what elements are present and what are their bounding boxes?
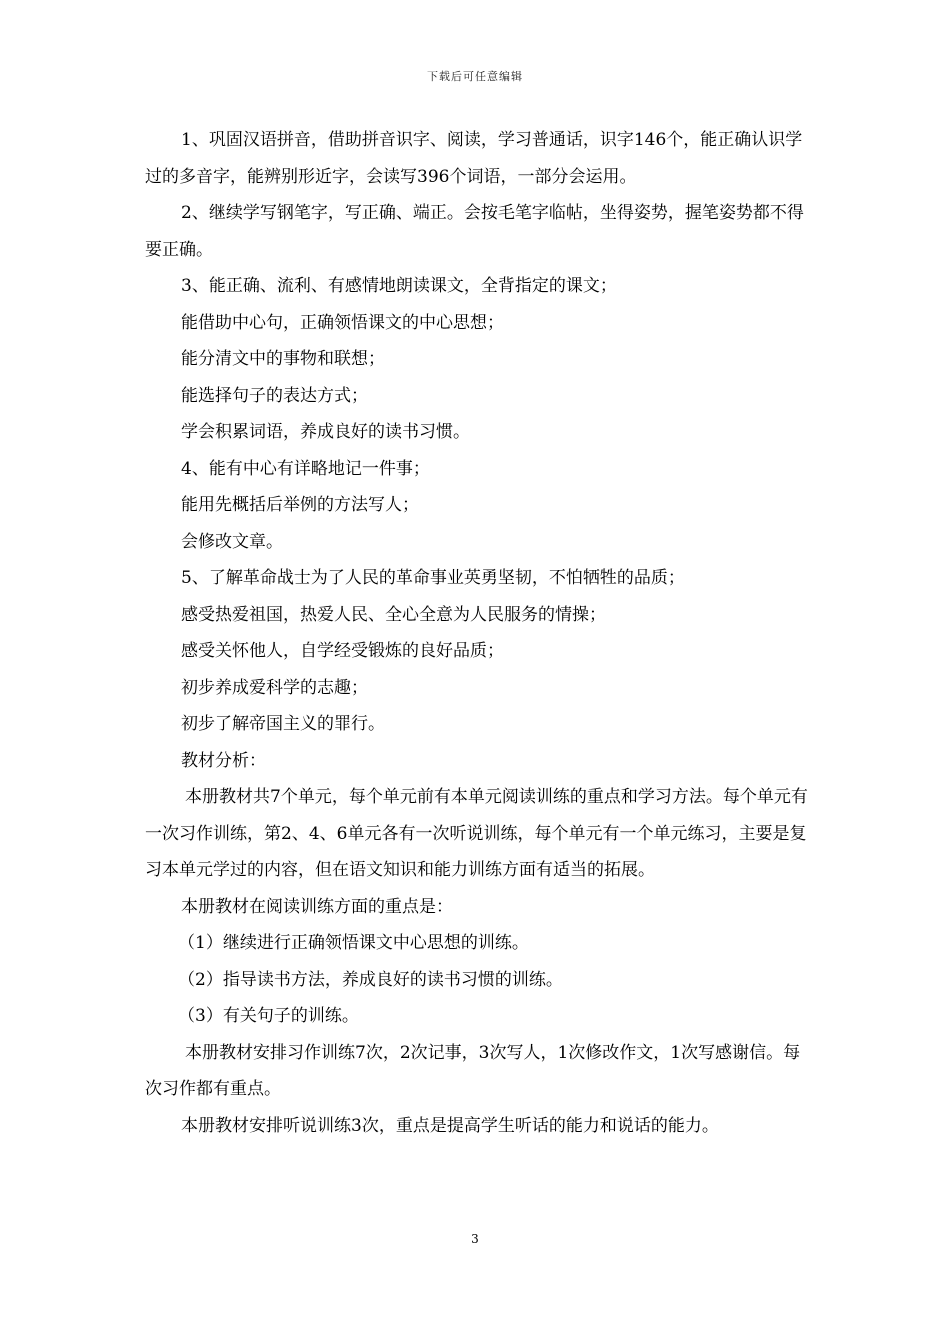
- line-goal-5c: 初步养成爱科学的志趣；: [181, 677, 368, 698]
- paragraph-writing-training: 本册教材安排习作训练7次，2次记事，3次写人，1次修改作文，1次写感谢信。每次习作都有重点。: [145, 1042, 801, 1099]
- line-goal-5: 5、了解革命战士为了人民的革命事业英勇坚韧，不怕牺牲的品质；: [181, 568, 685, 588]
- paragraph-analysis-units: 本册教材共7个单元，每个单元前有本单元阅读训练的重点和学习方法。每个单元有一次习作训练，第2、4、6单元各有一次听说训练，每个单元有一个单元练习，主要是复习本单元学过的内容，但在语文知识和能力训练方面有适当的拓展。: [145, 787, 808, 880]
- paragraph-goal-1: 1、巩固汉语拼音，借助拼音识字、阅读，学习普通话，识字146个，能正确认识学过的多音字，能辨别形近字，会读写396个词语，一部分会运用。: [145, 130, 803, 187]
- list-item-focus-1: （1）继续进行正确领悟课文中心思想的训练。: [178, 933, 529, 953]
- section-heading-analysis: 教材分析：: [181, 750, 266, 771]
- page-header: 下载后可任意编辑: [427, 70, 523, 83]
- list-item-focus-3: （3）有关句子的训练。: [178, 1006, 359, 1026]
- line-goal-4b: 会修改文章。: [181, 531, 283, 552]
- paragraph-goal-2: 2、继续学写钢笔字，写正确、端正。会按毛笔字临帖，坐得姿势，握笔姿势都不得要正确。: [145, 203, 804, 260]
- line-reading-focus: 本册教材在阅读训练方面的重点是：: [181, 896, 453, 917]
- line-goal-3a: 能借助中心句，正确领悟课文的中心思想；: [181, 312, 504, 333]
- line-goal-5a: 感受热爱祖国，热爱人民、全心全意为人民服务的情操；: [181, 604, 606, 625]
- line-goal-3b: 能分清文中的事物和联想；: [181, 349, 385, 369]
- line-listening-training: 本册教材安排听说训练3次，重点是提高学生听话的能力和说话的能力。: [181, 1115, 719, 1136]
- list-item-focus-2: （2）指导读书方法，养成良好的读书习惯的训练。: [178, 969, 563, 990]
- line-goal-4a: 能用先概括后举例的方法写人；: [181, 495, 419, 515]
- line-goal-3: 3、能正确、流利、有感情地朗读课文，全背指定的课文；: [181, 276, 617, 296]
- line-goal-3c: 能选择句子的表达方式；: [181, 385, 368, 406]
- line-goal-5b: 感受关怀他人，自学经受锻炼的良好品质；: [181, 641, 504, 661]
- page-number: 3: [471, 1232, 479, 1246]
- line-goal-5d: 初步了解帝国主义的罪行。: [181, 714, 385, 734]
- line-goal-4: 4、能有中心有详略地记一件事；: [181, 458, 430, 479]
- document-body: [145, 122, 810, 1144]
- line-goal-3d: 学会积累词语，养成良好的读书习惯。: [181, 422, 470, 442]
